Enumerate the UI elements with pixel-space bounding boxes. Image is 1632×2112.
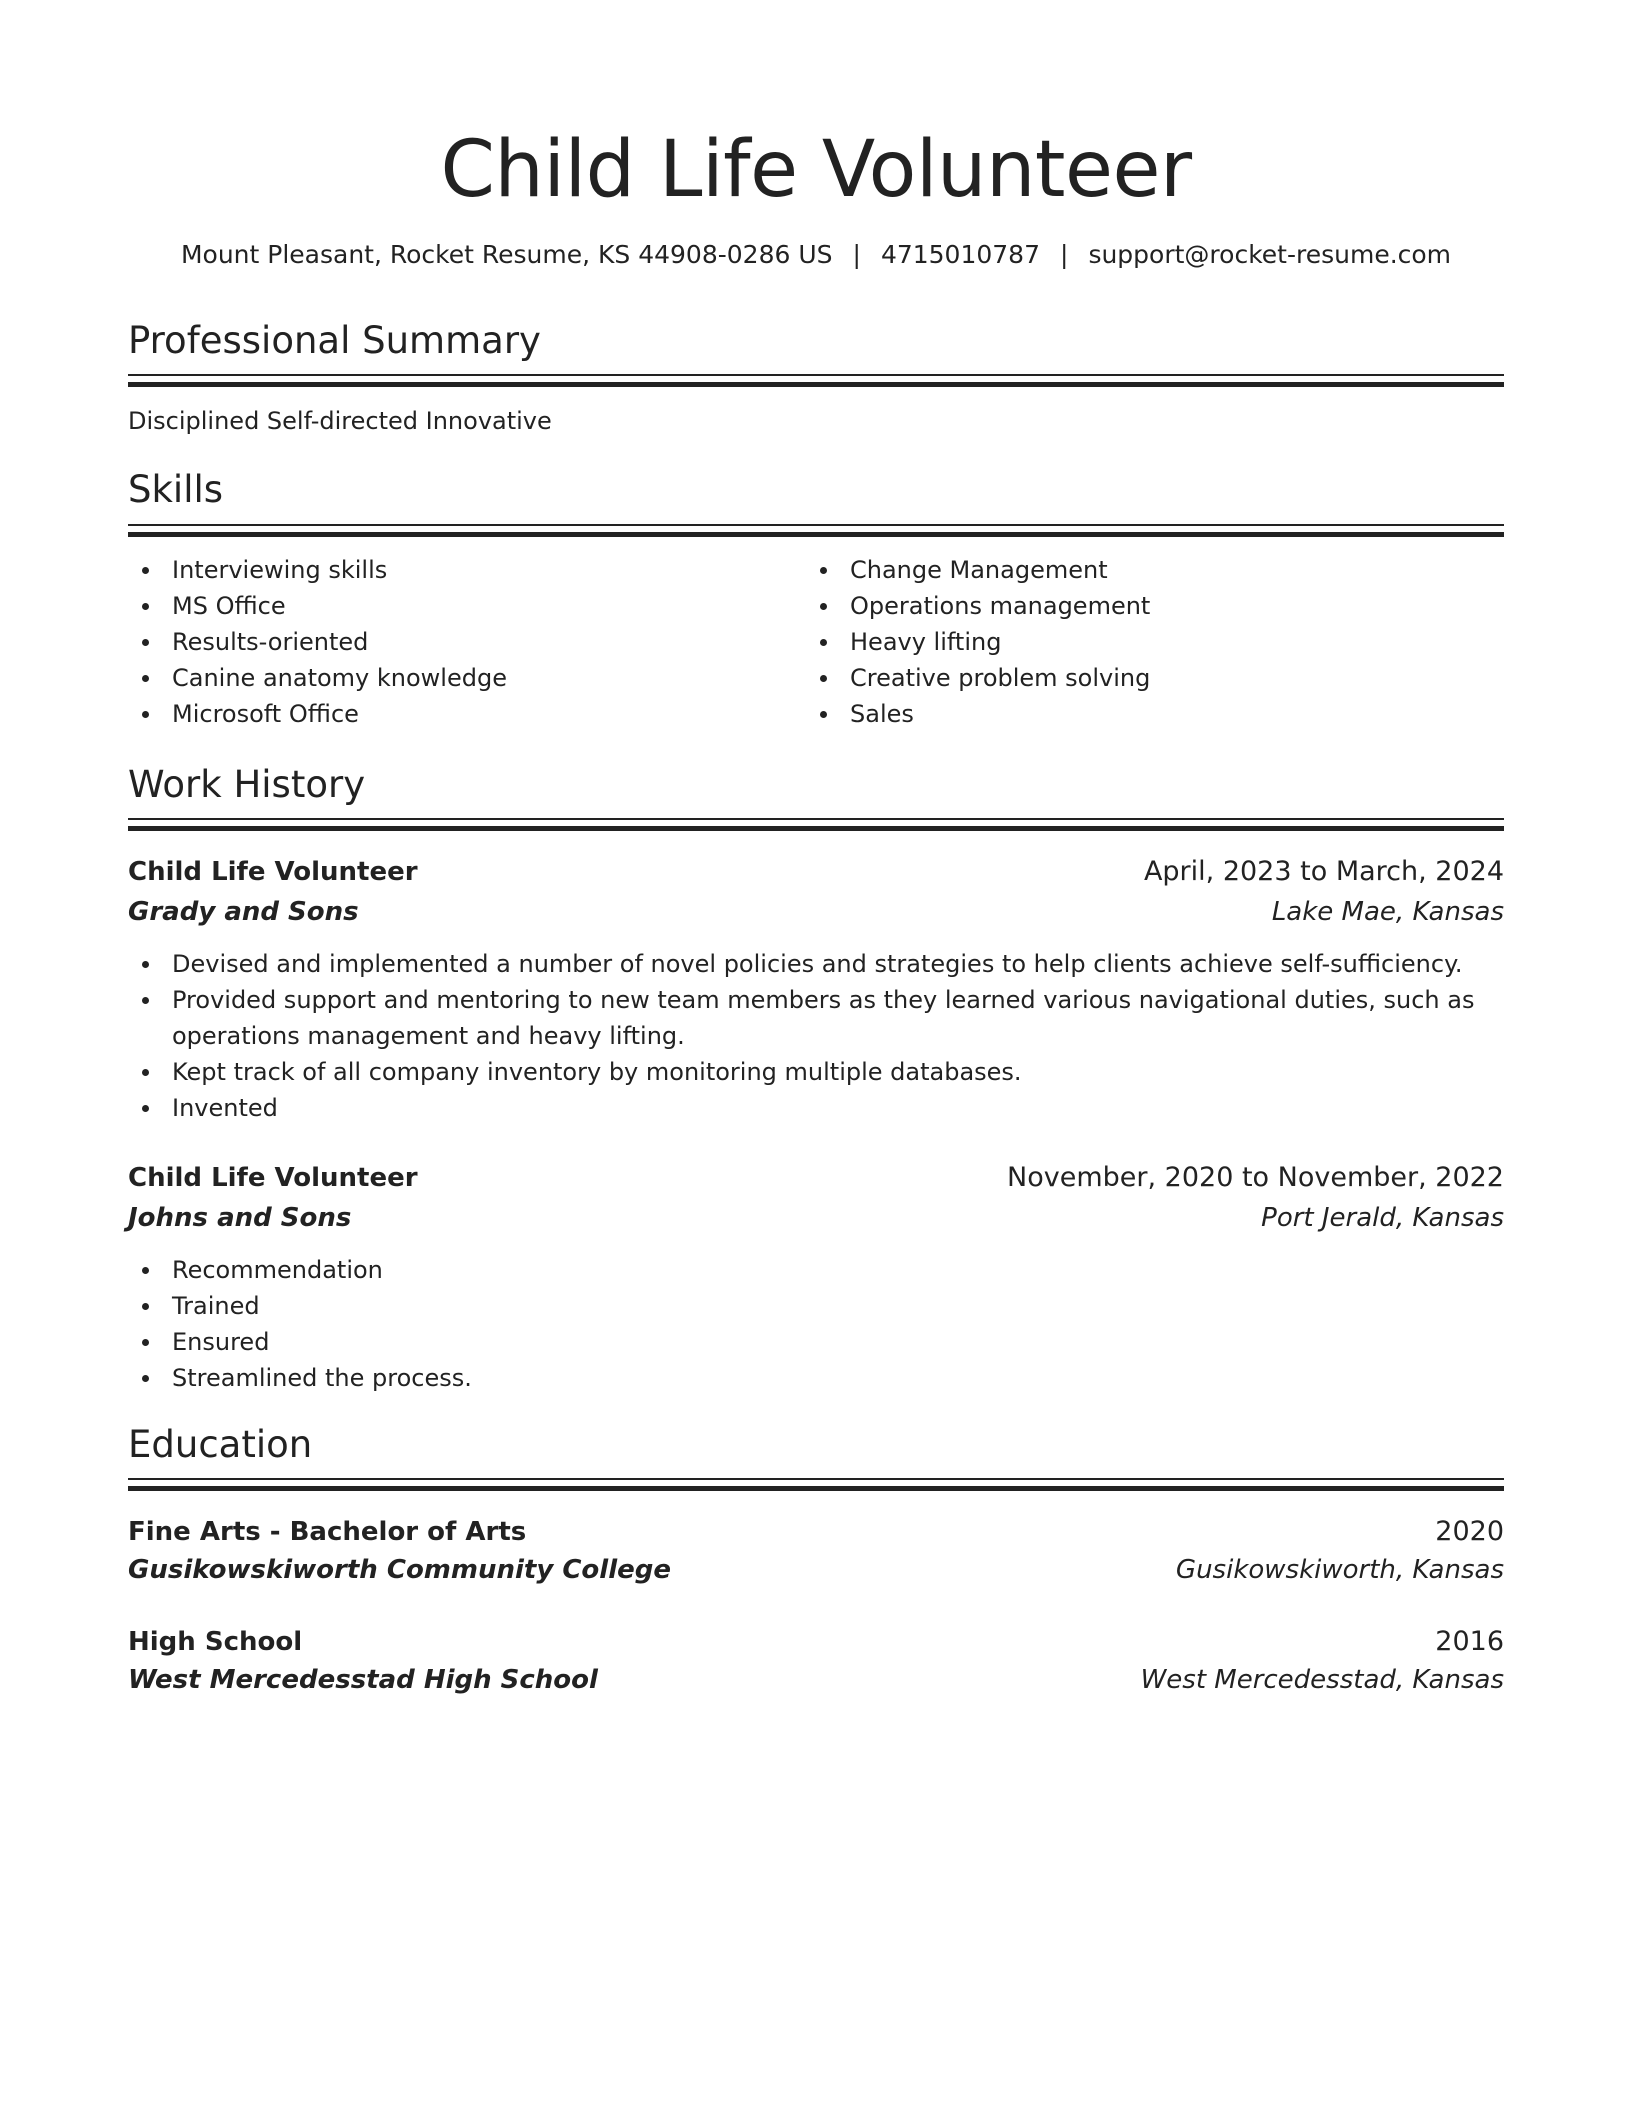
education-school-row xyxy=(128,1662,1504,1698)
section-divider xyxy=(128,524,1504,539)
section-divider xyxy=(128,374,1504,389)
skills-list-right xyxy=(806,552,1466,732)
job-bullet: Invented xyxy=(128,1090,1504,1126)
job-title: Child Life Volunteer xyxy=(128,1163,418,1193)
education-year: 2016 xyxy=(1435,1626,1504,1657)
job-bullet: Provided support and mentoring to new team members as they learned various navigational duties, such as operations management and heavy lifting. xyxy=(128,982,1504,1054)
skill-item: MS Office xyxy=(128,588,788,624)
job-location: Port Jerald, Kansas xyxy=(1261,1203,1504,1233)
section-divider xyxy=(128,818,1504,833)
skill-item: Interviewing skills xyxy=(128,552,788,588)
job-bullet: Streamlined the process. xyxy=(128,1360,1504,1396)
education-year: 2020 xyxy=(1435,1516,1504,1547)
job-header-row xyxy=(128,1160,1504,1196)
education-header-row xyxy=(128,1514,1504,1550)
job-dates: November, 2020 to November, 2022 xyxy=(1007,1162,1504,1193)
candidate-name: Child Life Volunteer xyxy=(440,125,1192,215)
section-divider xyxy=(128,1478,1504,1493)
education-location: West Mercedesstad, Kansas xyxy=(1140,1665,1504,1695)
contact-address: Mount Pleasant, Rocket Resume, KS 44908-0286 US xyxy=(180,240,833,269)
job-company: Grady and Sons xyxy=(128,897,359,927)
skill-item: Microsoft Office xyxy=(128,696,788,732)
contact-phone: 4715010787 xyxy=(880,240,1040,269)
skill-item: Heavy lifting xyxy=(806,624,1466,660)
job-bullet: Trained xyxy=(128,1288,1504,1324)
job-company-row xyxy=(128,1200,1504,1236)
education-location: Gusikowskiworth, Kansas xyxy=(1175,1555,1504,1585)
skill-item: Canine anatomy knowledge xyxy=(128,660,788,696)
job-title: Child Life Volunteer xyxy=(128,857,418,887)
job-bullets xyxy=(128,946,1504,1126)
skill-item: Operations management xyxy=(806,588,1466,624)
job-dates: April, 2023 to March, 2024 xyxy=(1143,856,1504,887)
job-bullet: Devised and implemented a number of novel policies and strategies to help clients achieve self-sufficiency. xyxy=(128,946,1504,982)
skill-item: Change Management xyxy=(806,552,1466,588)
skills-list-left xyxy=(128,552,788,732)
section-title-summary: Professional Summary xyxy=(128,319,541,362)
section-title-skills: Skills xyxy=(128,468,224,511)
summary-text: Disciplined Self-directed Innovative xyxy=(128,407,552,435)
job-company: Johns and Sons xyxy=(128,1203,352,1233)
education-degree: Fine Arts - Bachelor of Arts xyxy=(128,1517,527,1547)
contact-email[interactable]: support@rocket-resume.com xyxy=(1088,240,1452,269)
job-bullet: Ensured xyxy=(128,1324,1504,1360)
skill-item: Results-oriented xyxy=(128,624,788,660)
education-school-row xyxy=(128,1552,1504,1588)
section-title-education: Education xyxy=(128,1423,313,1466)
job-bullet: Kept track of all company inventory by monitoring multiple databases. xyxy=(128,1054,1504,1090)
contact-separator: | xyxy=(1060,240,1069,269)
job-location: Lake Mae, Kansas xyxy=(1271,897,1504,927)
job-bullet: Recommendation xyxy=(128,1252,1504,1288)
job-header-row xyxy=(128,854,1504,890)
section-title-work-history: Work History xyxy=(128,763,366,806)
education-school: West Mercedesstad High School xyxy=(128,1665,598,1695)
job-company-row xyxy=(128,894,1504,930)
contact-separator: | xyxy=(852,240,861,269)
education-school: Gusikowskiworth Community College xyxy=(128,1555,671,1585)
education-degree: High School xyxy=(128,1627,303,1657)
skill-item: Creative problem solving xyxy=(806,660,1466,696)
education-header-row xyxy=(128,1624,1504,1660)
skill-item: Sales xyxy=(806,696,1466,732)
job-bullets xyxy=(128,1252,1504,1396)
contact-line xyxy=(56,238,1576,272)
